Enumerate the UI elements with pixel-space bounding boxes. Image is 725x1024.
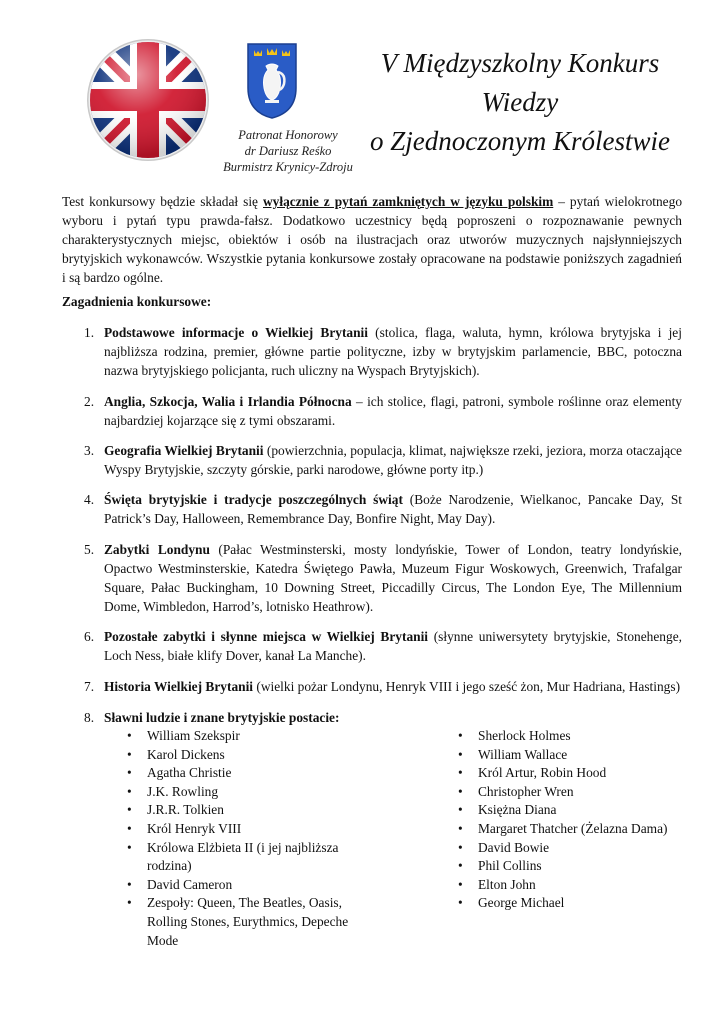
bullet-icon: •: [458, 783, 463, 799]
list-item: [127, 727, 352, 746]
person-name: Zespoły: Queen, The Beatles, Oasis, Rolling Stones, Eurythmics, Depeche Mode: [147, 895, 349, 948]
person-name: Karol Dickens: [147, 746, 225, 762]
person-name: David Bowie: [478, 839, 550, 855]
topic-title: Pozostałe zabytki i słynne miejsca w Wielkiej Brytanii: [104, 629, 429, 644]
topic-number: 7.: [84, 679, 95, 694]
topic-number: 6.: [84, 629, 95, 644]
topic-details: (wielki pożar Londynu, Henryk VIII i jego sześć żon, Mur Hadriana, Hastings): [253, 679, 681, 694]
intro-text: – pytań wielokrotnego wyboru i pytań typu prawda-fałsz. Dodatkowo uczestnicy będą poproszeni o rozpoznawanie pewnych charakterystycznych miejsc, obiektów i osób na ilustracjach oraz utworów muzycznych najsłynniejszych brytyjskich wykonawców. Wszystkie pytania konkursowe zostały opracowane na podstawie poniższych zagadnień i są bardzo ogólne.: [62, 194, 683, 285]
topic-number: 2.: [84, 394, 95, 409]
topic-number: 8.: [84, 710, 95, 725]
list-item: [127, 876, 352, 895]
list-item: [458, 820, 698, 839]
topic-title: Zabytki Londynu: [104, 542, 210, 557]
bullet-icon: •: [127, 839, 132, 855]
title-line: V Międzyszkolny Konkurs: [380, 48, 660, 78]
patronat-text: [222, 127, 354, 175]
bullet-icon: •: [127, 728, 132, 743]
list-item: [458, 727, 698, 746]
list-item: [127, 820, 352, 839]
topic-details: (słynne uniwersytety brytyjskie, Stonehenge, Loch Ness, białe klify Dover, kanał La Manche).: [104, 629, 682, 663]
person-name: George Michael: [478, 895, 565, 911]
topic-title: Sławni ludzie i znane brytyjskie postacie:: [104, 710, 340, 725]
title-line: Wiedzy: [481, 87, 559, 117]
person-name: J.K. Rowling: [147, 783, 219, 799]
bullet-icon: •: [127, 820, 132, 836]
topic-details: (Pałac Westminsterski, mosty londyńskie, Tower of London, teatry londyńskie, Opactwo Westminsterskie, Katedra Świętego Pawła, Muzeum Figur Woskowych, Greenwich, Trafalgar Square, Pałac Buckingham, 10 Downing Street, Piccadilly Circus, The London Eye, The Millennium Dome, Wimbledon, Harrod’s, lotnisko Heathrow).: [104, 542, 683, 614]
patronat-line: Burmistrz Krynicy-Zdroju: [223, 160, 353, 174]
person-name: William Wallace: [478, 746, 568, 762]
person-name: Christopher Wren: [478, 783, 574, 799]
bullet-icon: •: [458, 858, 463, 874]
topic-title: Historia Wielkiej Brytanii: [104, 679, 254, 694]
bullet-icon: •: [127, 765, 132, 781]
person-name: J.R.R. Tolkien: [147, 802, 224, 818]
person-name: Phil Collins: [478, 858, 542, 874]
bullet-icon: •: [458, 802, 463, 818]
topic-details: (Boże Narodzenie, Wielkanoc, Pancake Day, St Patrick’s Day, Halloween, Remembrance Day, Bonfire Night, May Day).: [104, 492, 682, 526]
topic-item: [84, 540, 682, 616]
bullet-icon: •: [127, 895, 132, 911]
list-item: [458, 801, 698, 820]
list-item: [458, 783, 698, 802]
topic-number: 5.: [84, 542, 95, 557]
list-item: [458, 746, 698, 765]
people-list-right: [458, 727, 698, 913]
list-item: [458, 876, 698, 895]
coat-of-arms-icon: [246, 42, 298, 120]
patronat-line: Patronat Honorowy: [238, 128, 338, 142]
list-item: [127, 801, 352, 820]
union-jack-icon: [86, 38, 210, 162]
person-name: Sherlock Holmes: [478, 728, 571, 743]
intro-emphasis: wyłącznie z pytań zamkniętych w języku polskim: [263, 194, 554, 209]
people-list-left: [127, 727, 352, 950]
topic-item: [84, 708, 682, 727]
topic-number: 3.: [84, 443, 95, 458]
topic-item: [84, 392, 682, 430]
person-name: Król Henryk VIII: [147, 820, 242, 836]
topic-title: Podstawowe informacje o Wielkiej Brytanii: [104, 325, 368, 340]
patronat-line: dr Dariusz Reśko: [244, 144, 332, 158]
topic-title: Anglia, Szkocja, Walia i Irlandia Północna: [104, 394, 352, 409]
list-item: [127, 839, 352, 876]
person-name: Margaret Thatcher (Żelazna Dama): [478, 820, 668, 836]
topic-details: – ich stolice, flagi, patroni, symbole roślinne oraz elementy najbardziej kojarzące się z tymi obszarami.: [104, 394, 682, 428]
bullet-icon: •: [458, 895, 463, 911]
list-item: [458, 839, 698, 858]
title-line: o Zjednoczonym Królestwie: [370, 126, 670, 156]
contest-title: [360, 44, 680, 161]
topics-heading: Zagadnienia konkursowe:: [62, 294, 212, 309]
intro-paragraph: [62, 192, 682, 287]
person-name: Agatha Christie: [147, 765, 232, 781]
person-name: William Szekspir: [147, 728, 240, 743]
intro-text: Test konkursowy będzie składał się: [62, 194, 263, 209]
list-item: [458, 764, 698, 783]
bullet-icon: •: [127, 746, 132, 762]
topic-item: [84, 490, 682, 528]
topic-item: [84, 677, 682, 696]
topic-item: [84, 323, 682, 380]
bullet-icon: •: [458, 728, 463, 743]
person-name: Elton John: [478, 876, 536, 892]
bullet-icon: •: [127, 783, 132, 799]
bullet-icon: •: [458, 839, 463, 855]
topic-title: Święta brytyjskie i tradycje poszczególnych świąt: [104, 492, 403, 507]
list-item: [127, 746, 352, 765]
topic-number: 4.: [84, 492, 95, 507]
bullet-icon: •: [458, 765, 463, 781]
bullet-icon: •: [127, 802, 132, 818]
person-name: Księżna Diana: [478, 802, 557, 818]
list-item: [127, 894, 352, 950]
topic-item: [84, 441, 682, 479]
list-item: [458, 894, 698, 913]
bullet-icon: •: [458, 876, 463, 892]
topic-title: Geografia Wielkiej Brytanii: [104, 443, 264, 458]
bullet-icon: •: [458, 820, 463, 836]
list-item: [127, 783, 352, 802]
bullet-icon: •: [127, 876, 132, 892]
topic-details: (powierzchnia, populacja, klimat, największe rzeki, jeziora, morza otaczające Wyspy Brytyjskie, szczyty górskie, parki narodowe, główne porty itp.): [104, 443, 682, 477]
topic-number: 1.: [84, 325, 95, 340]
list-item: [127, 764, 352, 783]
topic-item: [84, 627, 682, 665]
person-name: David Cameron: [147, 876, 233, 892]
topic-details: (stolica, flaga, waluta, hymn, królowa brytyjska i jej najbliższa rodzina, premier, główne partie polityczne, izby w brytyjskim parlamencie, BBC, potoczna nazwa brytyjskiego policjanta, ruch uliczny na Wyspach Brytyjskich).: [104, 325, 682, 378]
list-item: [458, 857, 698, 876]
person-name: Królowa Elżbieta II (i jej najbliższa rodzina): [147, 839, 339, 874]
bullet-icon: •: [458, 746, 463, 762]
person-name: Król Artur, Robin Hood: [478, 765, 607, 781]
